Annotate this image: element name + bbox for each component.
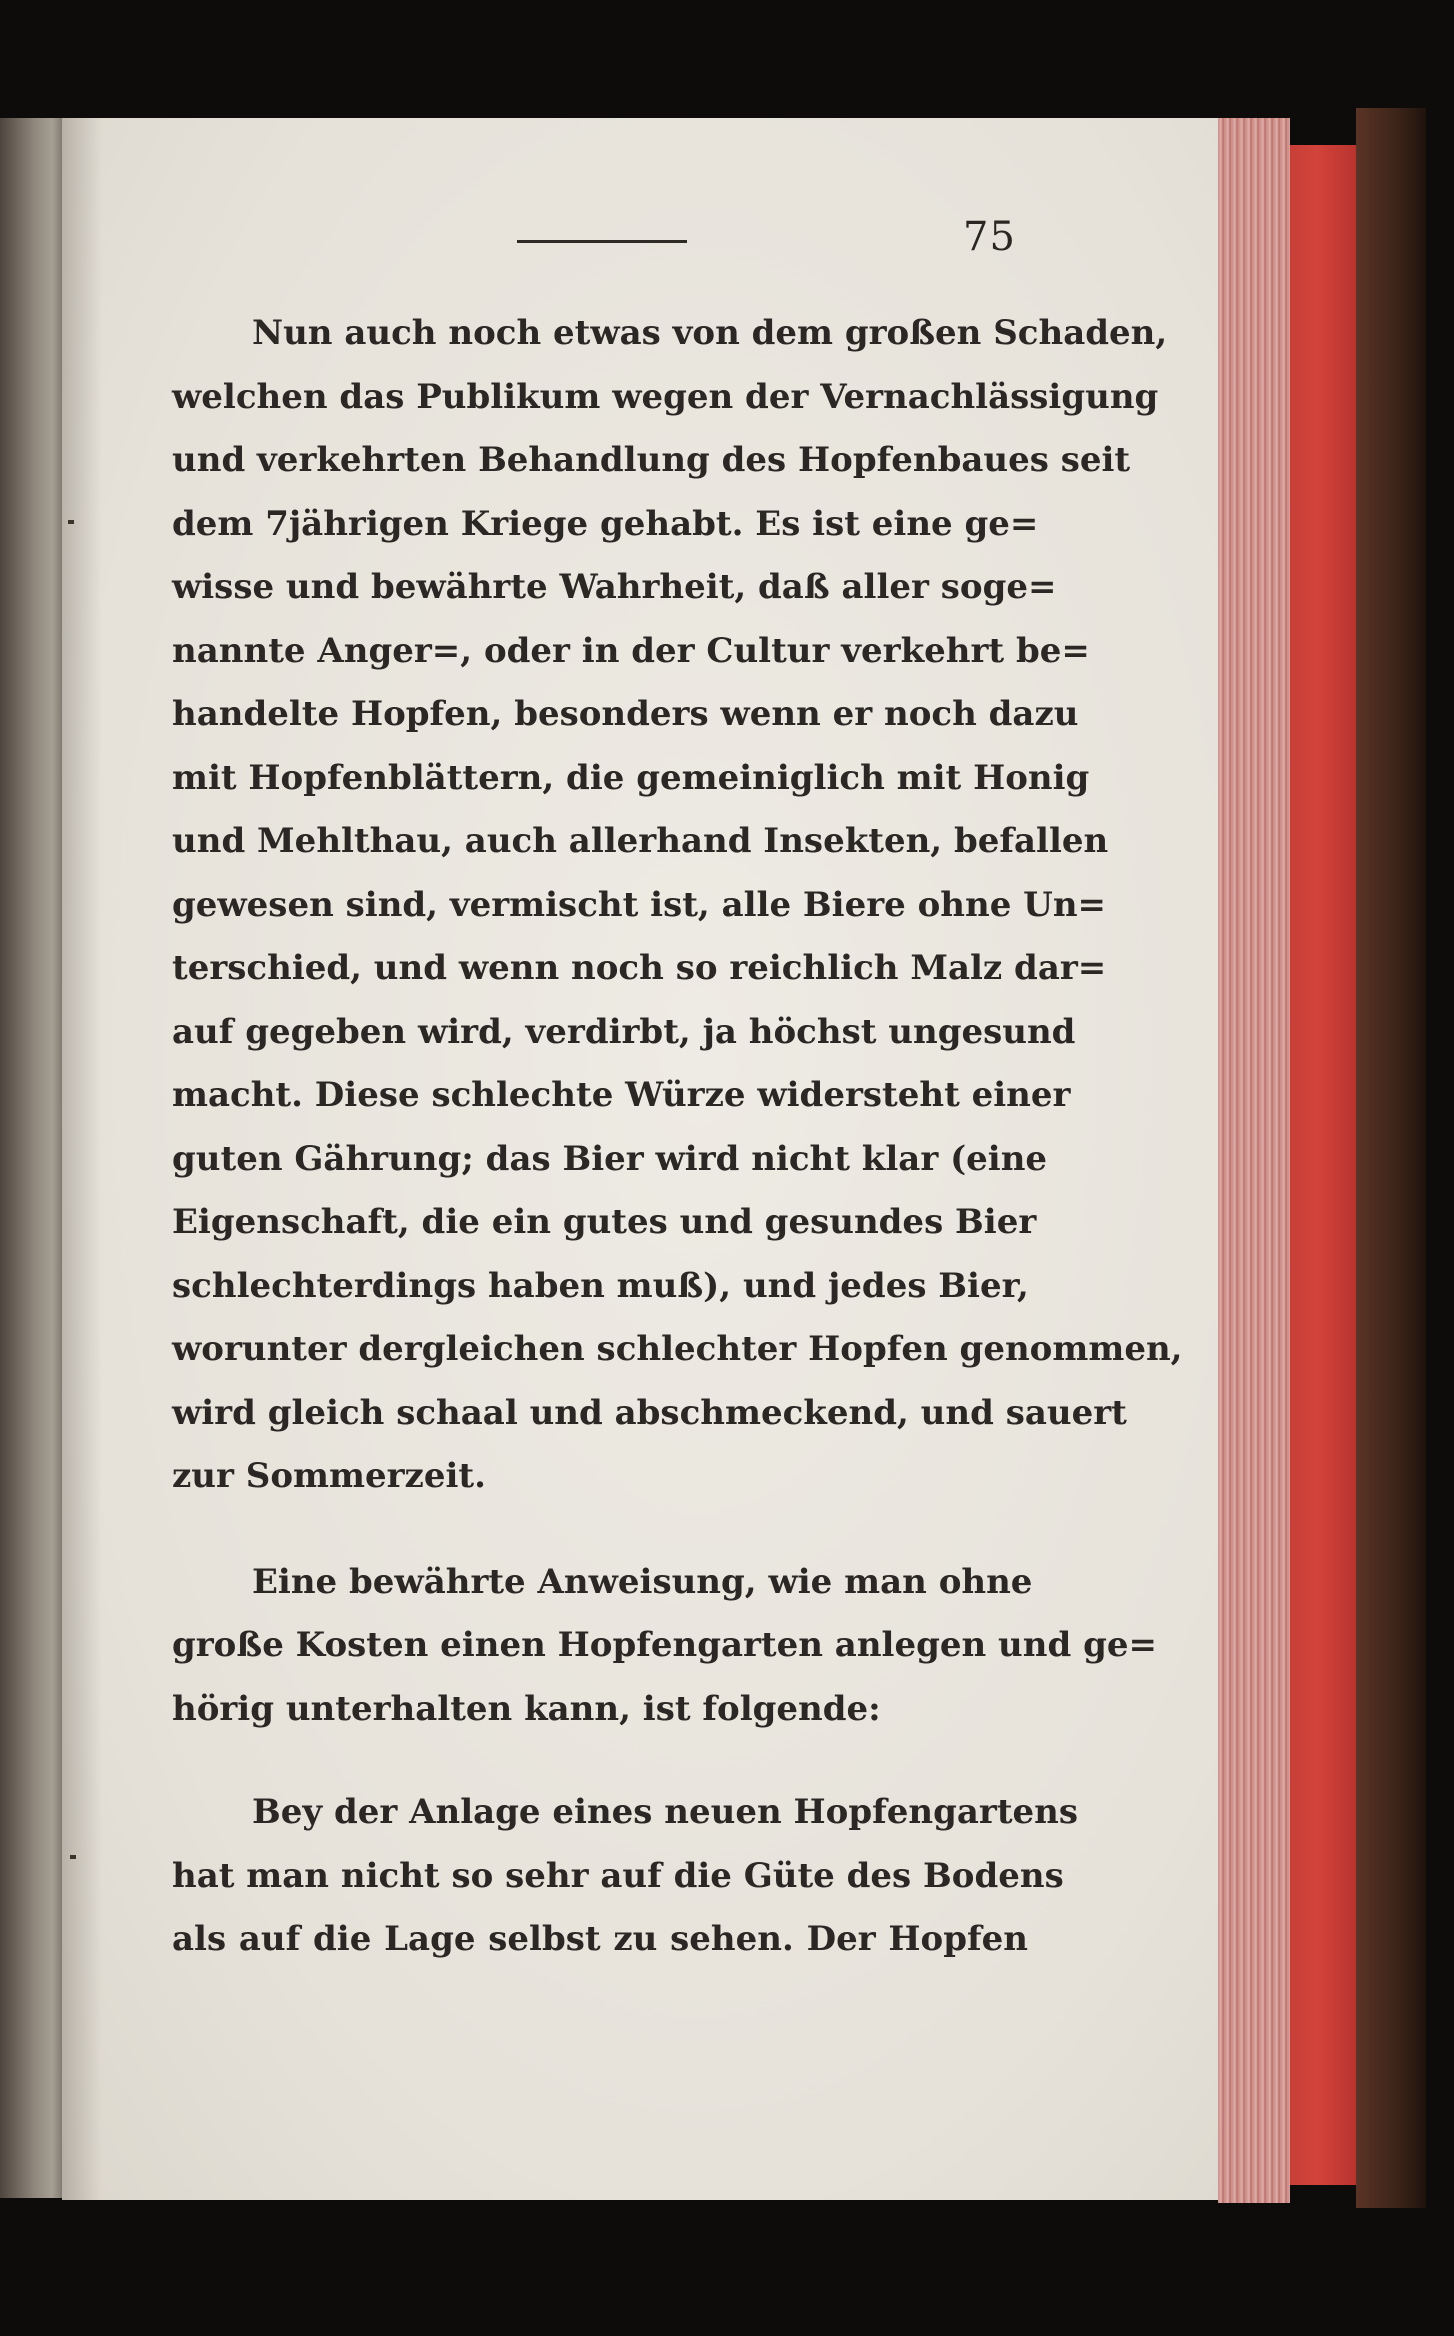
- text-line: nannte Anger=, oder in der Cultur verkehrt be=: [172, 630, 1090, 671]
- paragraph-spacer: [172, 1741, 1028, 1781]
- page-edges: [1218, 118, 1290, 2203]
- text-line: macht. Diese schlechte Würze widersteht einer: [172, 1075, 1071, 1115]
- text-line: schlechterdings haben muß), und jedes Bier,: [172, 1265, 1029, 1306]
- text-line: hörig unterhalten kann, ist folgende:: [172, 1688, 881, 1729]
- text-line: Eigenschaft, die ein gutes und gesundes Bier: [172, 1202, 1037, 1242]
- page-number: 75: [963, 214, 1016, 260]
- text-line: und Mehlthau, auch allerhand Insekten, befallen: [172, 821, 1109, 861]
- text-line: zur Sommerzeit.: [172, 1456, 486, 1496]
- page-gutter-shadow: [62, 118, 102, 2200]
- text-line: worunter dergleichen schlechter Hopfen genommen,: [172, 1329, 1183, 1369]
- text-line: guten Gährung; das Bier wird nicht klar (eine: [172, 1138, 1048, 1179]
- text-line: mit Hopfenblättern, die gemeiniglich mit Honig: [172, 757, 1090, 798]
- text-line: Eine bewährte Anweisung, wie man ohne: [252, 1561, 1033, 1602]
- text-line: gewesen sind, vermischt ist, alle Biere ohne Un=: [172, 884, 1107, 925]
- text-line: und verkehrten Behandlung des Hopfenbaues seit: [172, 440, 1131, 480]
- text-line: handelte Hopfen, besonders wenn er noch dazu: [172, 694, 1079, 734]
- header-rule: [517, 240, 687, 243]
- text-line: dem 7jährigen Kriege gehabt. Es ist eine ge=: [172, 503, 1039, 544]
- text-line: auf gegeben wird, verdirbt, ja höchst ungesund: [172, 1011, 1076, 1052]
- paragraph-spacer: [172, 1509, 1028, 1551]
- text-line: welchen das Publikum wegen der Vernachlässigung: [172, 376, 1159, 417]
- red-page-edge: [1290, 145, 1358, 2185]
- text-line: terschied, und wenn noch so reichlich Malz dar=: [172, 948, 1107, 988]
- text-line: Bey der Anlage eines neuen Hopfengartens: [252, 1792, 1079, 1832]
- text-line: wisse und bewährte Wahrheit, daß aller soge=: [172, 567, 1057, 607]
- text-line: als auf die Lage selbst zu sehen. Der Hopfen: [172, 1919, 1028, 1959]
- text-line: hat man nicht so sehr auf die Güte des Bodens: [172, 1855, 1064, 1896]
- text-line: wird gleich schaal und abschmeckend, und sauert: [172, 1392, 1127, 1433]
- book-cover-edge: [1356, 108, 1426, 2208]
- text-line: große Kosten einen Hopfengarten anlegen und ge=: [172, 1625, 1158, 1665]
- margin-speck: [70, 1855, 76, 1859]
- body-text: [172, 302, 1183, 1972]
- margin-speck: [68, 520, 74, 524]
- text-line: Nun auch noch etwas von dem großen Schaden,: [252, 313, 1168, 353]
